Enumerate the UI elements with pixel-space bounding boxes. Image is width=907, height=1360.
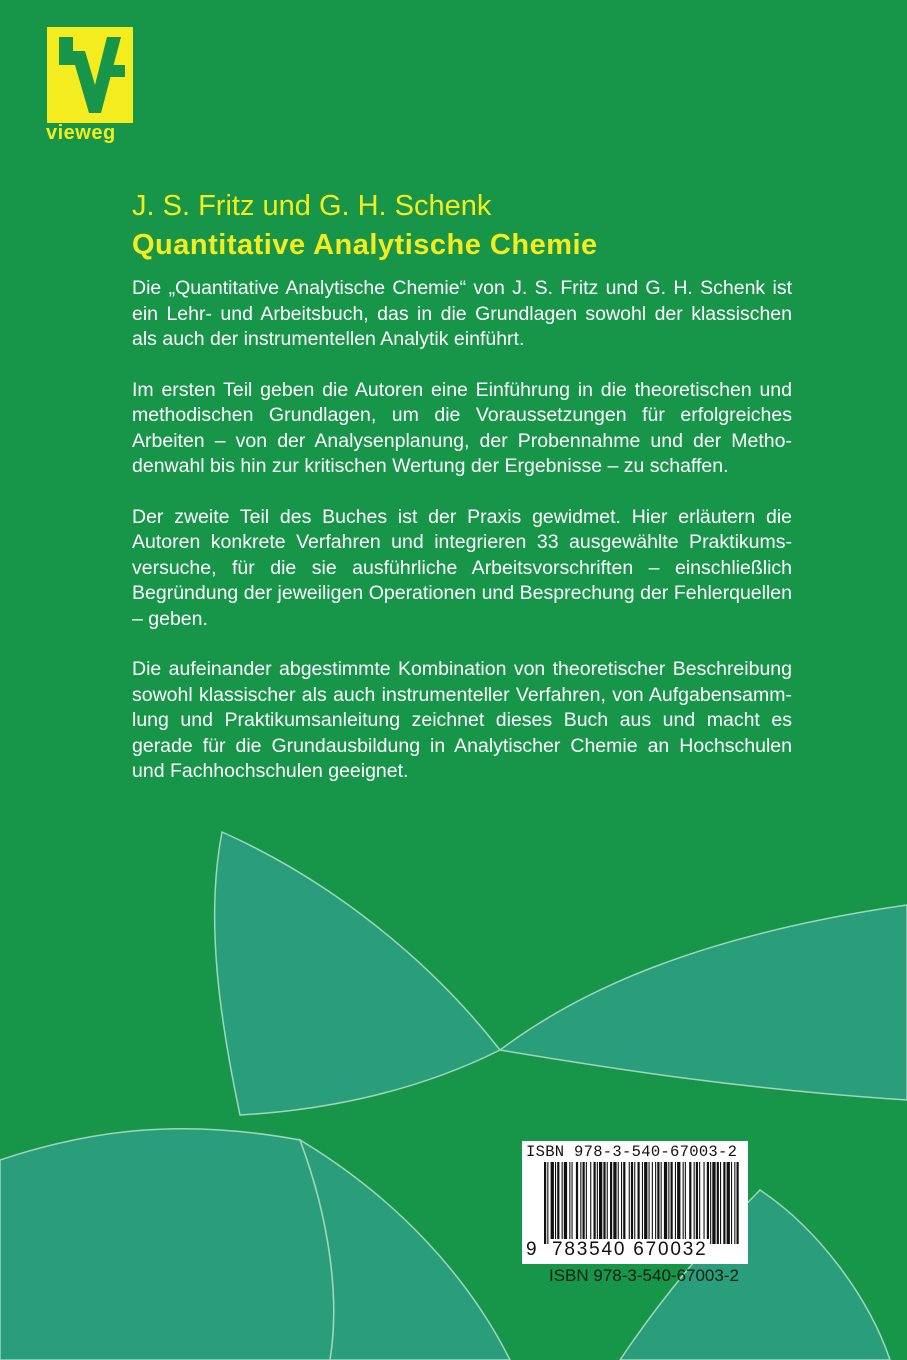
barcode-bar [555, 1162, 556, 1244]
barcode-bar [649, 1162, 650, 1244]
barcode-bar [613, 1162, 616, 1244]
barcode-bar [689, 1162, 691, 1244]
book-title: Quantitative Analytische Chemie [132, 229, 598, 261]
barcode-block [522, 1141, 748, 1264]
barcode-bar [717, 1162, 719, 1244]
barcode-bar [580, 1162, 581, 1244]
barcode-bar [677, 1162, 680, 1244]
blurb-paragraph: Im ersten Teil geben die Autoren eine Einführung in die theoretischen und methodischen Grundlagen, um die Voraussetzungen für erfolgreiches Arbeiten – von der Analysenplanung, der Probennahme und der Methodenwahl bis hin zur kritischen Wertung der Ergebnisse – zu schaffen. [132, 378, 792, 477]
barcode-bar [652, 1162, 653, 1244]
barcode-bar [655, 1162, 656, 1244]
isbn-bottom-label: ISBN 978-3-540-67003-2 [549, 1266, 739, 1285]
blurb-paragraph: Die aufeinander abgestimmte Kombination von theoretischer Beschreibung sowohl klassischer als auch instrumenteller Verfahren, von Aufgabensammlung und Praktikumsanleitung zeichnet dieses Buch aus und macht es gerade für die Grundausbildung in Analytischer Chemie an Hochschulen und Fachhochschulen geeignet. [132, 658, 792, 782]
blurb-paragraph: Die „Quantitative Analytische Chemie“ von J. S. Fritz und G. H. Schenk ist ein Lehr- und Arbeitsbuch, das in die Grundlagen sowohl der klassischen als auch der instrumentellen Analytik einführt. [132, 277, 792, 350]
barcode-bar [569, 1162, 570, 1244]
barcode-bar [638, 1162, 640, 1244]
barcode-bar [631, 1162, 633, 1244]
barcode-bar [564, 1162, 567, 1244]
barcode-bar [731, 1162, 732, 1244]
barcode-bar [657, 1162, 659, 1244]
barcode-bar [547, 1162, 548, 1244]
barcode-bar [642, 1162, 643, 1244]
barcode-bar [583, 1162, 585, 1244]
ean-digits: 783540 670032 [552, 1239, 708, 1260]
barcode-bar [629, 1162, 630, 1244]
barcode-bar [586, 1162, 587, 1244]
barcode-bar [712, 1162, 715, 1244]
barcode-bar [623, 1162, 625, 1244]
barcode-bar [590, 1162, 591, 1244]
barcode-bar [720, 1162, 721, 1244]
barcode-bar [710, 1162, 711, 1244]
barcode-bar [737, 1162, 739, 1244]
barcode-bar [551, 1162, 554, 1244]
barcode-bar [610, 1162, 612, 1244]
barcode-bar [727, 1162, 730, 1244]
barcode-bar [607, 1162, 608, 1244]
barcode-bar [576, 1162, 578, 1244]
barcode-bar [661, 1162, 662, 1244]
barcode-bar [544, 1162, 546, 1244]
barcode-bar [644, 1162, 647, 1244]
isbn-top-label: ISBN 978-3-540-67003-2 [526, 1143, 738, 1161]
barcode-bar [668, 1162, 669, 1244]
barcode-bar [696, 1162, 698, 1244]
barcode-bar [562, 1162, 563, 1244]
barcode-bar [618, 1162, 619, 1244]
publisher-name: vieweg [46, 122, 116, 144]
barcode-bar [557, 1162, 559, 1244]
barcode-bar [675, 1162, 676, 1244]
barcode-bar [707, 1162, 709, 1244]
barcode-bar [685, 1162, 686, 1244]
blurb-text [132, 276, 792, 810]
barcode-bars [544, 1162, 742, 1244]
barcode-bar [704, 1162, 705, 1244]
barcode-bar [621, 1162, 622, 1244]
barcode-bar [734, 1162, 735, 1244]
barcode-bar [594, 1162, 596, 1244]
barcode-bar [597, 1162, 598, 1244]
blurb-paragraph: Der zweite Teil des Buches ist der Praxis gewidmet. Hier erläutern die Autoren konkrete Verfahren und integrieren 33 ausgewählte Praktikumsversuche, für die sie ausführliche Arbeitsvorschriften – einschließlich Begründung der jeweiligen Operationen und Besprechung der Fehlerquellen – geben. [132, 505, 792, 630]
barcode-bar [723, 1162, 725, 1244]
barcode-bar [599, 1162, 602, 1244]
barcode-bar [572, 1162, 573, 1244]
book-authors: J. S. Fritz und G. H. Schenk [132, 190, 492, 222]
barcode-bar [664, 1162, 667, 1244]
barcode-bar [683, 1162, 684, 1244]
barcode-bar [634, 1162, 635, 1244]
barcode-bar [699, 1162, 700, 1244]
ean-first-digit: 9 [526, 1239, 537, 1260]
barcode-bar [603, 1162, 605, 1244]
barcode-bar [694, 1162, 695, 1244]
barcode-bar [671, 1162, 673, 1244]
